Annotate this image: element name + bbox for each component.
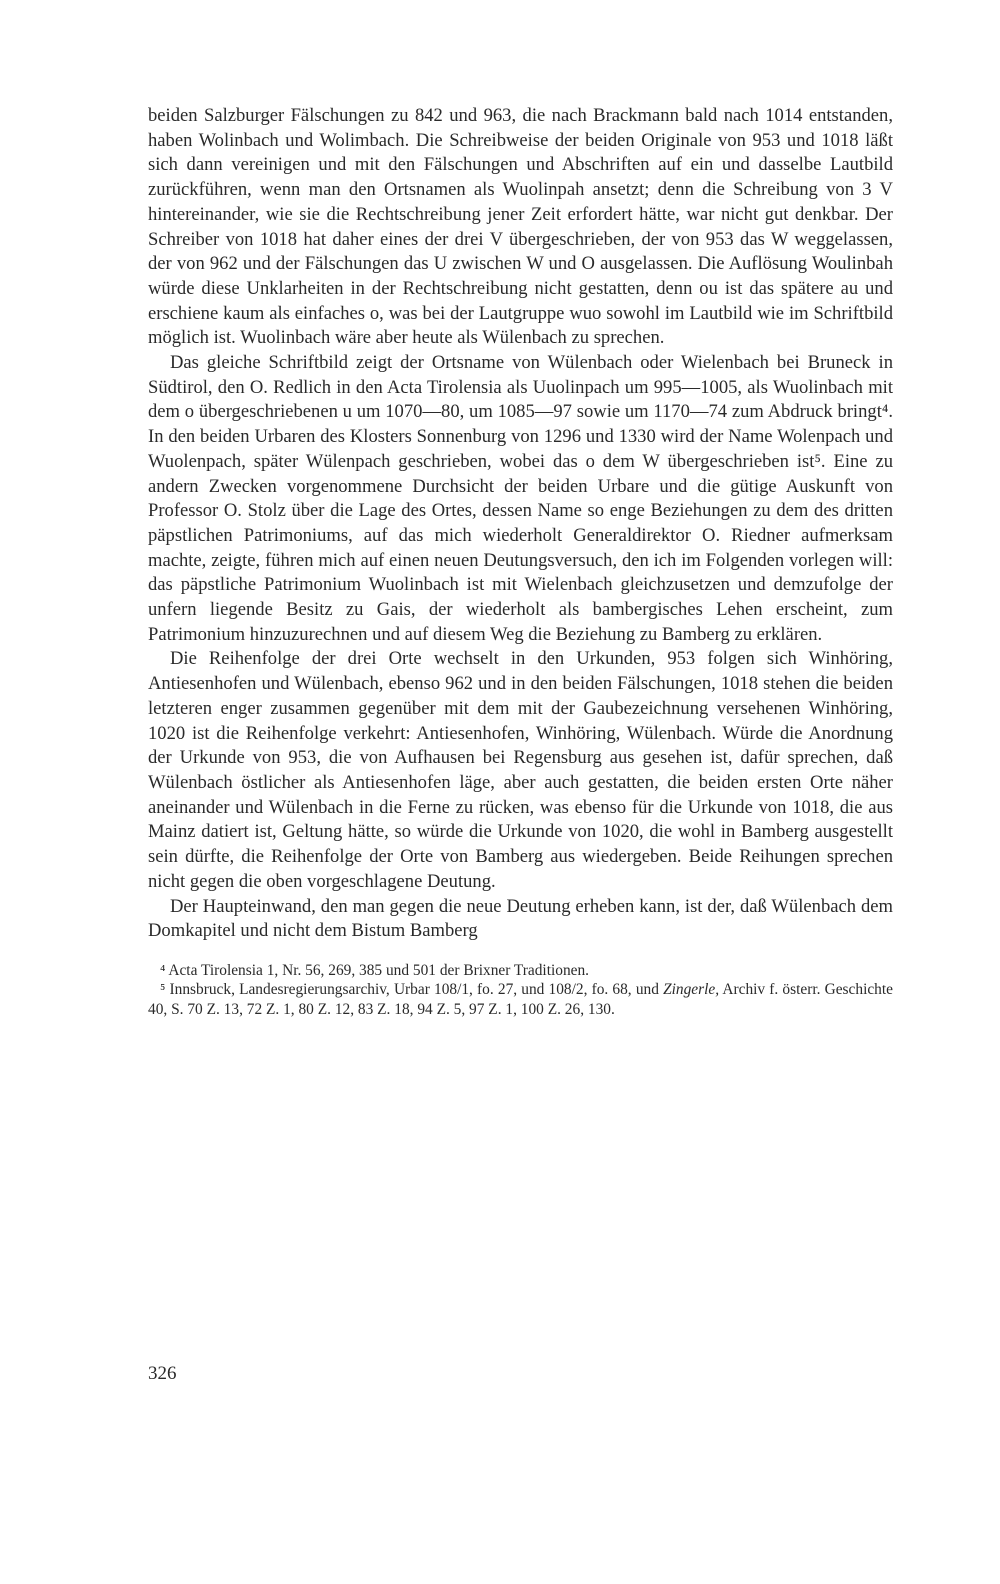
paragraph-1: beiden Salzburger Fälschungen zu 842 und 963, die nach Brackmann bald nach 1014 entstanden, haben Wolinbach und Wolimbach. Die Schreibweise der beiden Originale von 953 und 1018 läßt sich dann vereinigen und mit den Fälschungen und Abschriften auf ein und dasselbe Lautbild zurückführen, wenn man den Ortsnamen als Wuolinpah ansetzt; denn die Schreibung von 3 V hintereinander, wie sie die Rechtschreibung jener Zeit erfordert hätte, war nicht gut denkbar. Der Schreiber von 1018 hat daher eines der drei V übergeschrieben, der von 953 das W weggelassen, der von 962 und der Fälschungen das U zwischen W und O ausgelassen. Die Auflösung Woulinbah würde diese Unklarheiten in der Rechtschreibung nicht gestatten, denn ou ist das spätere au und erschiene kaum als einfaches o, was bei der Lautgruppe wuo sowohl im Lautbild wie im Schriftbild möglich ist. Wuolinbach wäre aber heute als Wülenbach zu sprechen. bbox=[148, 105, 893, 349]
footnotes bbox=[148, 961, 893, 1020]
page-number: 326 bbox=[148, 1363, 177, 1384]
page-body bbox=[148, 104, 893, 1019]
footnote-5-text-start: ⁵ Innsbruck, Landesregierungsarchiv, Urbar 108/1, fo. 27, und 108/2, fo. 68, und bbox=[160, 981, 664, 999]
paragraph-4: Der Haupteinwand, den man gegen die neue Deutung erheben kann, ist der, daß Wülenbach dem Domkapitel und nicht dem Bistum Bamberg bbox=[148, 895, 893, 942]
footnote-5 bbox=[148, 980, 893, 1019]
paragraph-3: Die Reihenfolge der drei Orte wechselt in den Urkunden, 953 folgen sich Winhöring, Antiesenhofen und Wülenbach, ebenso 962 und in den beiden Fälschungen, 1018 stehen die beiden letzteren enger zusammen gegenüber mit dem mit der Gaubezeichnung versehenen Winhöring, 1020 ist die Reihenfolge verkehrt: Antiesenhofen, Winhöring, Wülenbach. Würde die Anordnung der Urkunde von 953, die von Aufhausen bei Regensburg aus gesehen ist, dafür sprechen, daß Wülenbach östlicher als Antiesenhofen läge, aber auch gestatten, die beiden ersten Orte näher aneinander und Wülenbach in die Ferne zu rücken, was ebenso für die Urkunde von 1018, die aus Mainz datiert ist, Geltung hätte, so würde die Urkunde von 1020, die wohl in Bamberg ausgestellt sein dürfte, die Reihenfolge der Orte von Bamberg aus wiedergeben. Beide Reihungen sprechen nicht gegen die oben vorgeschlagene Deutung. bbox=[148, 648, 893, 892]
footnote-5-author: Zingerle, bbox=[663, 981, 720, 999]
paragraph-2: Das gleiche Schriftbild zeigt der Ortsname von Wülenbach oder Wielenbach bei Bruneck in Südtirol, den O. Redlich in den Acta Tirolensia als Uuolinpach um 995—1005, als Wuolinbach mit dem o übergeschriebenen u um 1070—80, um 1085—97 sowie um 1170—74 zum Abdruck bringt⁴. In den beiden Urbaren des Klosters Sonnenburg von 1296 und 1330 wird der Name Wolenpach und Wuolenpach, später Wülenpach geschrieben, wobei das o dem W übergeschrieben ist⁵. Eine zu andern Zwecken vorgenommene Durchsicht der beiden Urbare und die gütige Auskunft von Professor O. Stolz über die Lage des Ortes, dessen Name so enge Beziehungen zu dem des dritten päpstlichen Patrimoniums, auf das mich wiederholt Generaldirektor O. Riedner aufmerksam machte, zeigte, führen mich auf einen neuen Deutungsversuch, den ich im Folgenden vorlegen will: das päpstliche Patrimonium Wuolinbach ist mit Wielenbach gleichzusetzen und demzufolge der unfern liegende Besitz zu Gais, der wiederholt als bambergisches Lehen erscheint, zum Patrimonium hinzuzurechnen und auf diesem Weg die Beziehung zu Bamberg zu erklären. bbox=[148, 352, 893, 645]
footnote-4: ⁴ Acta Tirolensia 1, Nr. 56, 269, 385 und 501 der Brixner Traditionen. bbox=[160, 961, 590, 979]
footnote-5-text-end: Archiv f. österr. Geschichte 40, S. 70 Z. 13, 72 Z. 1, 80 Z. 12, 83 Z. 18, 94 Z. 5, 97 Z. 1, 100 Z. 26, 130. bbox=[148, 981, 893, 1018]
